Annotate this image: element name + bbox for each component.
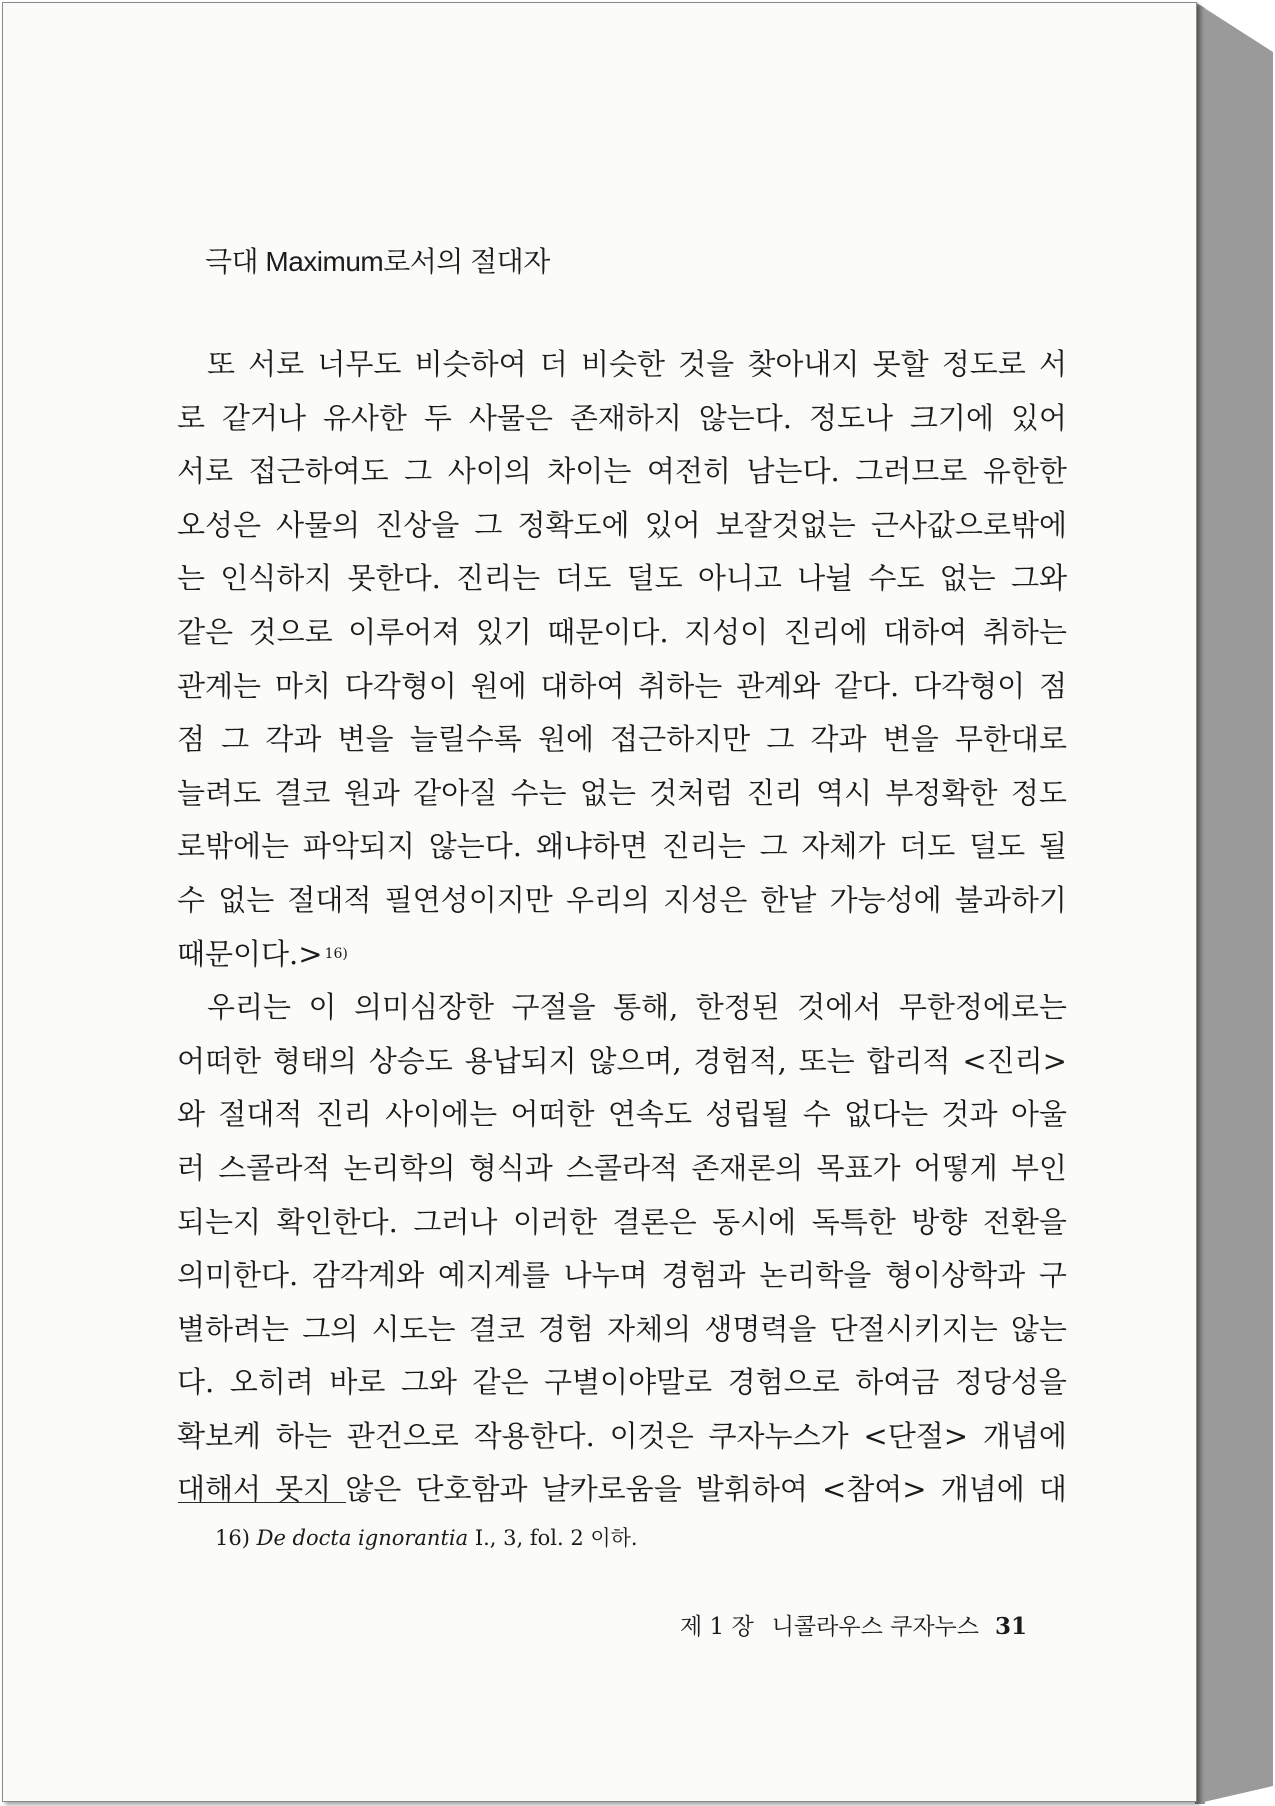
word: 점	[177, 722, 206, 757]
word: 오성은	[177, 507, 262, 542]
footnote-citation: I., 3, fol. 2 이하.	[474, 1526, 638, 1550]
word: 절대적	[287, 882, 372, 917]
word: 용납되지	[464, 1043, 577, 1078]
word: 되는지	[177, 1204, 262, 1239]
word: 하는	[275, 1418, 332, 1453]
word: 결론은	[612, 1204, 697, 1239]
word: 그	[474, 507, 503, 542]
word: 단절시키지는	[829, 1311, 998, 1346]
word: 그	[759, 829, 788, 864]
word: 어떻게	[913, 1150, 998, 1185]
word: 논리학을	[759, 1258, 872, 1293]
word: 그의	[302, 1311, 359, 1346]
word: 대해서	[177, 1472, 262, 1507]
body-text	[177, 338, 1067, 1517]
word: 다각형이	[344, 668, 457, 703]
word: 이루어져	[348, 614, 461, 649]
word: 취하는	[638, 668, 723, 703]
word: 서	[1038, 347, 1067, 381]
text-line	[177, 1410, 1067, 1464]
word: 확인한다.	[276, 1204, 398, 1239]
word: 수도	[868, 561, 925, 596]
word: 한낱	[760, 882, 817, 917]
word: 오히려	[229, 1365, 314, 1400]
text-line	[177, 1356, 1067, 1410]
text-line	[177, 767, 1067, 821]
text-line	[177, 606, 1067, 660]
word: 절대적	[218, 1097, 303, 1132]
word: 러	[177, 1150, 206, 1185]
word: 남는다.	[746, 454, 840, 489]
last-line-text: 때문이다.>	[177, 936, 323, 971]
word: 같은	[177, 614, 234, 649]
text-line	[177, 1303, 1067, 1357]
book-thickness-edge	[1195, 2, 1273, 1804]
word: 더	[539, 347, 568, 381]
word: 날카로움을	[541, 1472, 682, 1507]
word: 대하여	[883, 614, 968, 649]
word: 결코	[468, 1311, 525, 1346]
word: 변을	[337, 722, 394, 757]
word: 성립될	[705, 1097, 790, 1132]
word: 그와	[1010, 561, 1067, 596]
word: 별하려는	[177, 1311, 290, 1346]
word: 구	[1038, 1258, 1067, 1293]
word: 유한한	[982, 454, 1067, 489]
word: 그	[221, 722, 250, 757]
paragraph-1	[177, 338, 1067, 981]
word: 때문이다.	[547, 614, 669, 649]
word: 와	[177, 1097, 206, 1132]
word: 정도나	[808, 400, 893, 435]
word: 필연성이지만	[384, 882, 553, 917]
footer-title: 니콜라우스 쿠자누스	[771, 1614, 979, 1640]
word: 방향	[911, 1204, 968, 1239]
word: 상승도	[368, 1043, 453, 1078]
word: 관계와	[736, 668, 821, 703]
word: 사이에는	[385, 1097, 498, 1132]
word: 못한다.	[347, 561, 441, 596]
word: 접근하지만	[610, 722, 751, 757]
word: 않는	[1010, 1311, 1067, 1346]
word: 취하는	[982, 614, 1067, 649]
word: 정도로	[941, 347, 1026, 381]
paragraph-2	[177, 981, 1067, 1517]
word: <참여>	[821, 1472, 927, 1507]
word: 나누며	[563, 1258, 648, 1293]
word: 더도	[555, 561, 612, 596]
word: 통해,	[613, 990, 679, 1025]
word: 아니고	[697, 561, 782, 596]
word: 진리에	[783, 614, 868, 649]
word: 목표가	[816, 1150, 901, 1185]
word: 수	[802, 1097, 831, 1132]
word: 로	[177, 400, 206, 435]
word: 않는다.	[428, 829, 523, 864]
word: 점	[1038, 668, 1067, 703]
word: 결코	[274, 775, 331, 810]
word: 서로	[248, 347, 305, 381]
word: 사물은	[468, 400, 553, 435]
word: 덜도	[626, 561, 683, 596]
word: <단절>	[863, 1418, 969, 1453]
word: 될	[1038, 829, 1067, 864]
footnote-divider	[178, 1502, 346, 1503]
word: 접근하여도	[248, 454, 389, 489]
word: 무한대로	[954, 722, 1067, 757]
word: 개념에	[982, 1418, 1067, 1453]
section-heading: 극대 Maximum로서의 절대자	[205, 246, 550, 277]
word: 않는다.	[698, 400, 793, 435]
word: 것으로	[248, 614, 333, 649]
text-line	[177, 338, 1067, 392]
word: 없는	[218, 882, 275, 917]
footnote-work-title: De docta ignorantia	[256, 1526, 469, 1550]
word: 것에서	[797, 990, 882, 1025]
word: 예지계를	[437, 1258, 550, 1293]
word: 없는	[579, 775, 636, 810]
text-line	[177, 552, 1067, 606]
word: 어떠한	[510, 1097, 595, 1132]
word: 지성은	[663, 882, 748, 917]
word: 차이는	[547, 454, 632, 489]
word: 감각계와	[312, 1258, 425, 1293]
word: 수는	[510, 775, 567, 810]
word: 파악되지	[302, 829, 415, 864]
word: 전환을	[982, 1204, 1067, 1239]
word: 수	[177, 882, 206, 917]
word: 자체의	[607, 1311, 692, 1346]
word: 단호함과	[415, 1472, 528, 1507]
footnote-number: 16)	[215, 1526, 250, 1550]
word: 진리	[315, 1097, 372, 1132]
word: 한정된	[695, 990, 780, 1025]
word: 의미심장한	[354, 990, 495, 1025]
word: 가능성에	[829, 882, 942, 917]
word: 시도는	[371, 1311, 456, 1346]
word: 부인	[1010, 1150, 1067, 1185]
word: 원에	[470, 668, 527, 703]
word: 형식과	[468, 1150, 553, 1185]
word: 바로	[329, 1365, 386, 1400]
word: 자체가	[801, 829, 886, 864]
word: 대	[1038, 1472, 1067, 1507]
word: 정당성을	[954, 1365, 1067, 1400]
word: 사이의	[447, 454, 532, 489]
word: 관건으로	[346, 1418, 459, 1453]
word: 스콜라적	[218, 1150, 331, 1185]
running-footer	[680, 1608, 1027, 1641]
word: 그러나	[413, 1204, 498, 1239]
word: 사물의	[276, 507, 361, 542]
word: <진리>	[962, 1043, 1067, 1078]
word: 존재하지	[569, 400, 682, 435]
footnote	[215, 1522, 638, 1552]
word: 않은	[345, 1472, 402, 1507]
word: 이러한	[512, 1204, 598, 1239]
word: 비슷한	[580, 347, 665, 381]
word: 또	[207, 347, 236, 381]
word: 진리는	[456, 561, 541, 596]
word: 불과하기	[954, 882, 1067, 917]
text-line	[177, 1196, 1067, 1250]
word: 각과	[810, 722, 867, 757]
word: 비슷하여	[414, 347, 527, 381]
word: 아울	[1010, 1097, 1067, 1132]
word: 이것은	[609, 1418, 694, 1453]
word: 나뉠	[797, 561, 854, 596]
word: 형태의	[272, 1043, 357, 1078]
word: 경험적,	[693, 1043, 787, 1078]
text-line	[177, 713, 1067, 767]
word: 어떠한	[177, 1043, 262, 1078]
text-line	[177, 981, 1067, 1035]
word: 마치	[274, 668, 331, 703]
word: 없다는	[844, 1097, 929, 1132]
word: 왜냐하면	[535, 829, 648, 864]
word: 같거나	[221, 400, 306, 435]
word: 경험과	[661, 1258, 746, 1293]
word: 같다.	[834, 668, 900, 703]
word: 구별이야말로	[544, 1365, 713, 1400]
word: 그	[404, 454, 433, 489]
word: 진리는	[661, 829, 746, 864]
word: 대하여	[540, 668, 625, 703]
word: 의미한다.	[177, 1258, 299, 1293]
word: 이	[308, 990, 337, 1025]
word: 두	[423, 400, 452, 435]
word: 역시	[816, 775, 873, 810]
word: 것처럼	[649, 775, 734, 810]
word: 확보케	[177, 1418, 262, 1453]
word: 무한정에로는	[898, 990, 1067, 1025]
word: 있어	[1010, 400, 1067, 435]
word: 존재론의	[691, 1150, 804, 1185]
word: 각과	[265, 722, 322, 757]
word: 동시에	[712, 1204, 797, 1239]
word: 원에	[537, 722, 594, 757]
text-line	[177, 1249, 1067, 1303]
word: 진리	[746, 775, 803, 810]
word: 구절을	[511, 990, 596, 1025]
word: 서로	[177, 454, 234, 489]
word: 있기	[475, 614, 532, 649]
word: 또는	[798, 1043, 855, 1078]
word: 다.	[177, 1365, 215, 1400]
word: 변을	[882, 722, 939, 757]
word: 발휘하여	[695, 1472, 808, 1507]
word: 같아질	[413, 775, 498, 810]
word: 스콜라적	[565, 1150, 678, 1185]
word: 경험으로	[727, 1365, 840, 1400]
word: 너무도	[317, 347, 402, 381]
text-line	[177, 499, 1067, 553]
word: 정도	[1010, 775, 1067, 810]
word: 그러므로	[855, 454, 968, 489]
word: 있어	[644, 507, 701, 542]
word: 로밖에는	[177, 829, 290, 864]
word: 같은	[472, 1365, 529, 1400]
word: 하여금	[855, 1365, 940, 1400]
word: 부정확한	[885, 775, 998, 810]
word: 개념에	[940, 1472, 1025, 1507]
word: 못지	[275, 1472, 332, 1507]
word: 관계는	[177, 668, 262, 703]
word: 그	[766, 722, 795, 757]
word: 원과	[343, 775, 400, 810]
text-line	[177, 820, 1067, 874]
word: 작용한다.	[473, 1418, 595, 1453]
word: 늘려도	[177, 775, 262, 810]
footer-chapter: 제 1 장	[680, 1614, 754, 1640]
word: 인식하지	[220, 561, 333, 596]
word: 우리는	[207, 990, 292, 1025]
word: 는	[177, 561, 206, 596]
page-number: 31	[994, 1613, 1027, 1640]
text-line-last	[177, 928, 1067, 982]
word: 보잘것없는	[715, 507, 856, 542]
word: 정확도에	[517, 507, 630, 542]
text-line	[177, 1142, 1067, 1196]
text-line	[177, 445, 1067, 499]
word: 여전히	[646, 454, 731, 489]
word: 못할	[872, 347, 929, 381]
word: 더도	[899, 829, 956, 864]
word: 유사한	[322, 400, 407, 435]
footnote-reference: 16)	[324, 945, 348, 962]
text-line	[177, 1463, 1067, 1517]
text-line	[177, 392, 1067, 446]
word: 쿠자누스가	[708, 1418, 849, 1453]
text-line	[177, 660, 1067, 714]
word: 것과	[941, 1097, 998, 1132]
word: 진상을	[375, 507, 460, 542]
word: 독특한	[811, 1204, 896, 1239]
word: 형이상학과	[885, 1258, 1026, 1293]
word: 경험	[537, 1311, 594, 1346]
word: 크기에	[909, 400, 994, 435]
word: 지성이	[684, 614, 769, 649]
word: 다각형이	[913, 668, 1026, 703]
text-line	[177, 1035, 1067, 1089]
word: 근사값으로밖에	[870, 507, 1067, 542]
word: 합리적	[866, 1043, 951, 1078]
word: 늘릴수록	[409, 722, 522, 757]
word: 없는	[939, 561, 996, 596]
word: 생명력을	[704, 1311, 817, 1346]
word: 찾아내지	[747, 347, 860, 381]
word: 덜도	[969, 829, 1026, 864]
text-line	[177, 1088, 1067, 1142]
word: 논리학의	[343, 1150, 456, 1185]
word: 않으며,	[588, 1043, 682, 1078]
text-line	[177, 874, 1067, 928]
word: 연속도	[607, 1097, 692, 1132]
word: 우리의	[565, 882, 650, 917]
word: 것을	[678, 347, 735, 381]
word: 그와	[400, 1365, 457, 1400]
